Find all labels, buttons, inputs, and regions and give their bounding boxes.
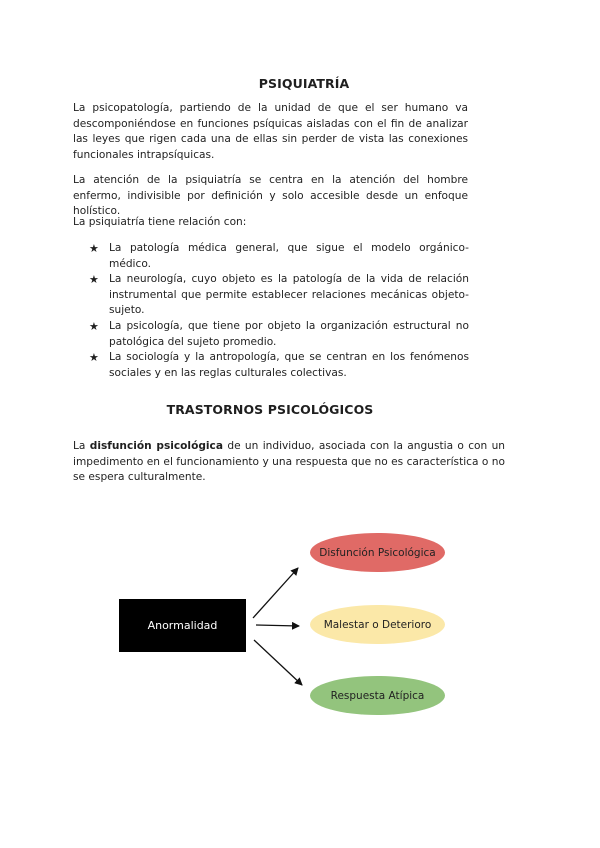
list-item-text: La psicología, que tiene por objeto la organización estructural no patológica del sujeto promedio. [109, 319, 469, 348]
list-item-text: La sociología y la antropología, que se centran en los fenómenos sociales y en las reglas culturales colectivas. [109, 351, 469, 379]
star-icon: ★ [89, 319, 99, 333]
bold-term: disfunción psicológica [89, 440, 223, 452]
diagram-target-respuesta: Respuesta Atípica [310, 676, 445, 715]
paragraph-psicopatologia: La psicopatología, partiendo de la unidad de que el ser humano va descomponiéndose en funciones psíquicas aisladas con el fin de analizar las leyes que rigen cada una de ellas sin perder de vista las conexiones funcionales intrapsíquicas. [73, 102, 468, 161]
paragraph-rest: de un individuo, asociada con la angustia o con un impedimento en el funcionamiento y una respuesta que no es característica o no se espera culturalmente. [73, 440, 506, 484]
arrow-to-malestar [256, 625, 299, 626]
list-item-text: La neurología, cuyo objeto es la patología de la vida de relación instrumental que permite establecer relaciones mecánicas objeto-sujeto. [109, 273, 469, 317]
arrow-to-disfuncion [253, 568, 298, 618]
star-icon: ★ [89, 242, 99, 255]
paragraph-atencion: La atención de la psiquiatría se centra en la atención del hombre enfermo, indivisible por definición y solo accesible desde un enfoque holístico. [73, 174, 468, 218]
diagram-target-disfuncion: Disfunción Psicológica [310, 533, 445, 572]
paragraph-relacion: La psiquiatría tiene relación con: [73, 216, 247, 228]
arrow-to-respuesta [254, 640, 302, 685]
diagram-target-malestar: Malestar o Deterioro [310, 605, 445, 644]
diagram-source-anormalidad: Anormalidad [119, 599, 246, 652]
section-title-psiquiatria: PSIQUIATRÍA [258, 76, 350, 91]
section-title-trastornos: TRASTORNOS PSICOLÓGICOS [166, 402, 374, 417]
star-icon: ★ [89, 273, 99, 287]
list-item-text: La patología médica general, que sigue el modelo orgánico-médico. [109, 242, 469, 270]
star-icon: ★ [89, 351, 99, 365]
paragraph-prefix: La [73, 440, 90, 452]
